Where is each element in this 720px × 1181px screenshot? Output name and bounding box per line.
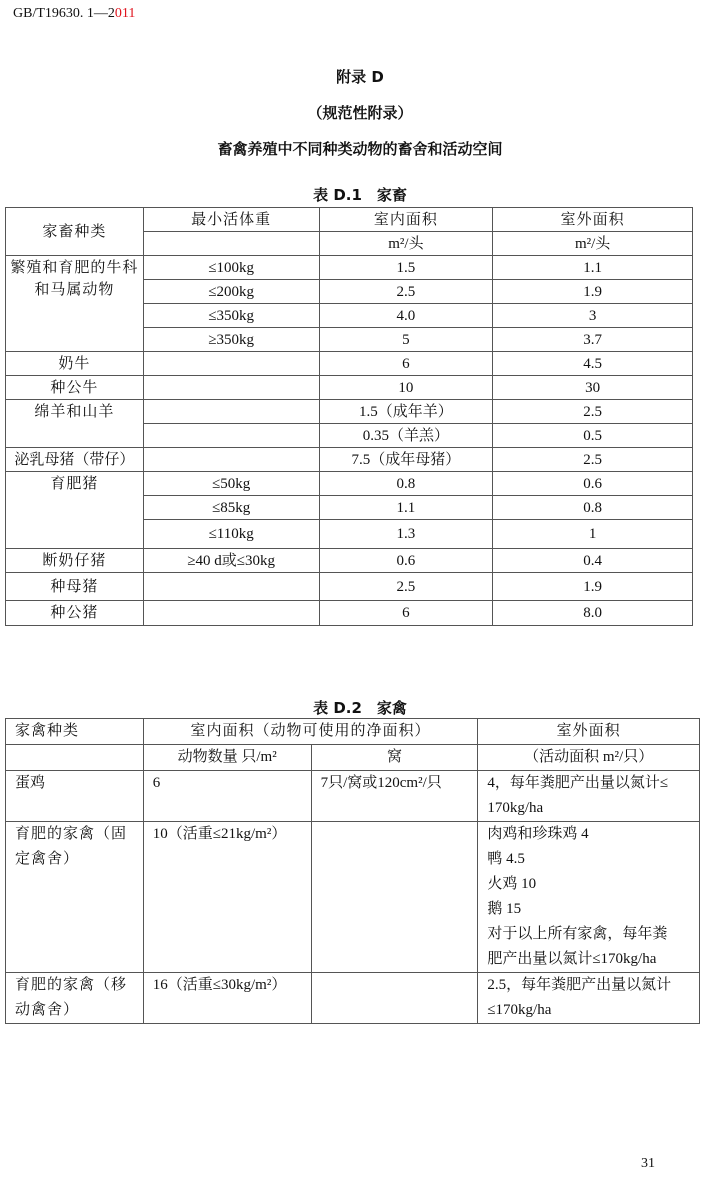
livestock-table [5, 207, 693, 626]
table-row [6, 771, 700, 822]
table-subheader-row [6, 745, 700, 771]
row-weight [143, 601, 319, 626]
row-category: 育肥的家禽（固定禽舍） [6, 822, 144, 973]
row-category: 繁殖和育肥的牛科和马属动物 [6, 256, 144, 352]
row-indoor: 6 [319, 352, 493, 376]
row-outdoor: 4.5 [493, 352, 693, 376]
row-outdoor: 2.5 [493, 448, 693, 472]
outdoor-line: 火鸡 10 [487, 876, 537, 892]
header-indoor-area: 室内面积（动物可使用的净面积） [143, 719, 478, 745]
row-indoor: 7.5（成年母猪） [319, 448, 493, 472]
table-row [6, 448, 693, 472]
row-count: 6 [143, 771, 311, 822]
row-indoor: 1.1 [319, 496, 493, 520]
row-category: 蛋鸡 [6, 771, 144, 822]
row-outdoor: 0.6 [493, 472, 693, 496]
table-header-row [6, 719, 700, 745]
table1-caption: 表 D.1 家畜 [313, 186, 407, 204]
row-indoor: 0.35（羊羔） [319, 424, 493, 448]
row-count: 10（活重≤21kg/m²） [143, 822, 311, 973]
row-category: 育肥的家禽（移动禽舍） [6, 973, 144, 1024]
outdoor-line: 4，每年粪肥产出量以氮计≤ [487, 775, 669, 791]
row-category: 断奶仔猪 [6, 549, 144, 573]
row-weight: ≤200kg [143, 280, 319, 304]
standard-number-prefix: GB/T19630. 1—2 [13, 6, 115, 21]
outdoor-line: ≤170kg/ha [487, 1002, 552, 1018]
table-row [6, 822, 700, 973]
row-outdoor: 3 [493, 304, 693, 328]
annex-heading: 畜禽养殖中不同种类动物的畜舍和活动空间 [217, 140, 503, 158]
header-category: 家畜种类 [6, 208, 144, 256]
table-row [6, 573, 693, 601]
row-outdoor: 1.9 [493, 573, 693, 601]
row-weight: ≤110kg [143, 520, 319, 549]
row-weight: ≤350kg [143, 304, 319, 328]
row-weight: ≤50kg [143, 472, 319, 496]
row-outdoor: 3.7 [493, 328, 693, 352]
row-outdoor [478, 771, 700, 822]
row-outdoor: 2.5 [493, 400, 693, 424]
row-nest [311, 973, 478, 1024]
header-indoor-area: 室内面积 [319, 208, 493, 232]
row-indoor: 10 [319, 376, 493, 400]
row-outdoor [478, 822, 700, 973]
row-category: 种公牛 [6, 376, 144, 400]
row-category: 绵羊和山羊 [6, 400, 144, 448]
table-row [6, 601, 693, 626]
table-header-row [6, 208, 693, 232]
row-outdoor: 1.1 [493, 256, 693, 280]
row-indoor: 5 [319, 328, 493, 352]
row-outdoor: 1.9 [493, 280, 693, 304]
row-weight: ≥350kg [143, 328, 319, 352]
table-row [6, 376, 693, 400]
row-outdoor: 1 [493, 520, 693, 549]
annex-title: 附录 D [336, 68, 384, 86]
table-row [6, 549, 693, 573]
outdoor-line: 对于以上所有家禽，每年粪 [487, 926, 668, 942]
table-row [6, 352, 693, 376]
table-row [6, 256, 693, 280]
row-category: 奶牛 [6, 352, 144, 376]
row-indoor: 0.8 [319, 472, 493, 496]
outdoor-line: 鸭 4.5 [487, 851, 525, 867]
row-nest: 7只/窝或120cm²/只 [311, 771, 478, 822]
row-indoor: 4.0 [319, 304, 493, 328]
row-category: 种公猪 [6, 601, 144, 626]
header-outdoor-sub: （活动面积 m²/只） [478, 745, 700, 771]
row-weight [143, 376, 319, 400]
row-indoor: 1.3 [319, 520, 493, 549]
row-weight [143, 400, 319, 424]
row-category: 泌乳母猪（带仔） [6, 448, 144, 472]
row-outdoor: 0.4 [493, 549, 693, 573]
header-outdoor-unit: m²/头 [493, 232, 693, 256]
annex-type: （规范性附录） [307, 104, 413, 122]
header-min-weight: 最小活体重 [143, 208, 319, 232]
standard-year-suffix: 011 [114, 6, 136, 21]
outdoor-line: 2.5，每年粪肥产出量以氮计 [487, 977, 672, 993]
row-weight [143, 573, 319, 601]
row-indoor: 2.5 [319, 573, 493, 601]
header-outdoor-area: 室外面积 [493, 208, 693, 232]
row-weight [143, 448, 319, 472]
row-indoor: 1.5 [319, 256, 493, 280]
row-indoor: 6 [319, 601, 493, 626]
standard-number [13, 6, 135, 22]
row-count: 16（活重≤30kg/m²） [143, 973, 311, 1024]
header-category-blank [6, 745, 144, 771]
row-category: 育肥猪 [6, 472, 144, 549]
row-outdoor [478, 973, 700, 1024]
outdoor-line: 肉鸡和珍珠鸡 4 [487, 826, 589, 842]
row-weight [143, 424, 319, 448]
row-outdoor: 0.5 [493, 424, 693, 448]
header-min-weight-unit [143, 232, 319, 256]
table-row [6, 472, 693, 496]
header-category: 家禽种类 [6, 719, 144, 745]
row-outdoor: 8.0 [493, 601, 693, 626]
header-animal-count: 动物数量 只/m² [143, 745, 311, 771]
header-outdoor-area: 室外面积 [478, 719, 700, 745]
row-weight: ≤100kg [143, 256, 319, 280]
outdoor-line: 鹅 15 [487, 901, 522, 917]
row-weight: ≥40 d或≤30kg [143, 549, 319, 573]
row-nest [311, 822, 478, 973]
row-weight [143, 352, 319, 376]
poultry-table [5, 718, 700, 1024]
row-indoor: 0.6 [319, 549, 493, 573]
row-weight: ≤85kg [143, 496, 319, 520]
row-indoor: 2.5 [319, 280, 493, 304]
outdoor-line: 肥产出量以氮计≤170kg/ha [487, 951, 657, 967]
header-nest: 窝 [311, 745, 478, 771]
header-indoor-unit: m²/头 [319, 232, 493, 256]
row-indoor: 1.5（成年羊） [319, 400, 493, 424]
row-category: 种母猪 [6, 573, 144, 601]
table-row [6, 400, 693, 424]
row-outdoor: 0.8 [493, 496, 693, 520]
table-row [6, 973, 700, 1024]
page-number: 31 [641, 1156, 655, 1171]
row-outdoor: 30 [493, 376, 693, 400]
table2-caption: 表 D.2 家禽 [313, 699, 407, 717]
outdoor-line: 170kg/ha [487, 800, 544, 816]
